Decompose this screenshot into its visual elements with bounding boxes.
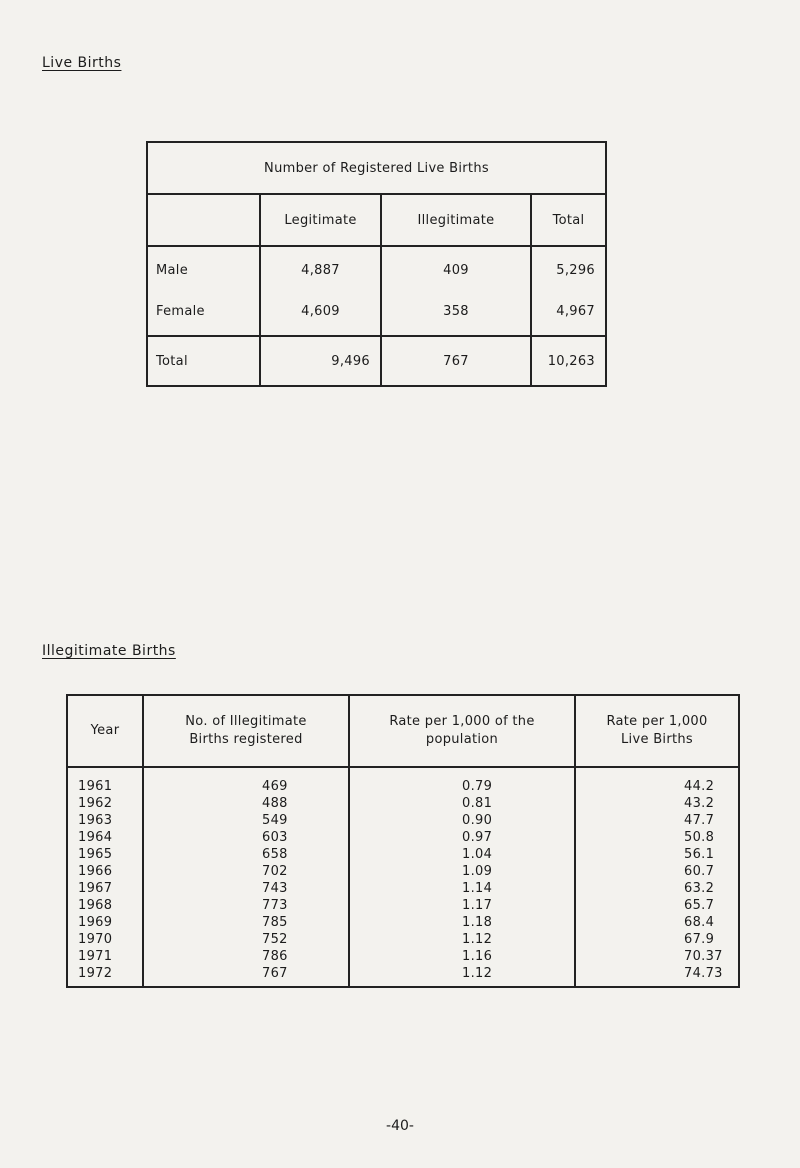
rate-live-births-cell: 63.2	[575, 880, 739, 897]
rate-live-births-cell: 44.2	[575, 767, 739, 795]
rate-live-births-cell: 67.9	[575, 931, 739, 948]
male-legitimate: 4,887	[301, 263, 340, 278]
births-cell: 469	[143, 767, 349, 795]
rate-population-cell: 0.97	[349, 829, 575, 846]
births-cell: 702	[143, 863, 349, 880]
rate-population-cell: 1.14	[349, 880, 575, 897]
registered-live-births-table	[146, 141, 607, 387]
row-label-header	[147, 194, 260, 246]
rate-population-cell: 1.16	[349, 948, 575, 965]
rate-live-births-cell: 47.7	[575, 812, 739, 829]
female-illegitimate: 358	[443, 304, 469, 319]
col-total-header: Total	[531, 194, 606, 246]
births-cell: 752	[143, 931, 349, 948]
year-cell: 1970	[67, 931, 143, 948]
year-cell: 1972	[67, 965, 143, 987]
table-row	[67, 897, 739, 914]
births-cell: 488	[143, 795, 349, 812]
births-cell: 549	[143, 812, 349, 829]
table-row	[67, 880, 739, 897]
illegitimate-births-table	[66, 694, 740, 988]
row-label-male: Male	[156, 263, 188, 278]
live-births-heading: Live Births	[42, 55, 122, 71]
table-title: Number of Registered Live Births	[147, 142, 606, 194]
rate-population-cell: 1.17	[349, 897, 575, 914]
rate-live-births-cell: 68.4	[575, 914, 739, 931]
year-cell: 1968	[67, 897, 143, 914]
page-number: -40-	[386, 1118, 414, 1134]
male-total: 5,296	[556, 263, 595, 278]
col-illegitimate-header: Illegitimate	[381, 194, 531, 246]
births-cell: 603	[143, 829, 349, 846]
legitimate-cell	[260, 246, 381, 336]
table-row	[67, 965, 739, 987]
year-cell: 1962	[67, 795, 143, 812]
table-row	[67, 931, 739, 948]
female-total: 4,967	[556, 304, 595, 319]
rate-population-cell: 1.04	[349, 846, 575, 863]
rate-population-cell: 1.09	[349, 863, 575, 880]
rate-live-births-cell: 74.73	[575, 965, 739, 987]
table-row	[67, 829, 739, 846]
illegitimate-births-rows	[67, 767, 739, 987]
year-cell: 1964	[67, 829, 143, 846]
col-rate-population-header: Rate per 1,000 of the population	[349, 695, 575, 767]
year-cell: 1963	[67, 812, 143, 829]
year-cell: 1971	[67, 948, 143, 965]
table-row	[67, 767, 739, 795]
rate-population-cell: 1.12	[349, 931, 575, 948]
rate-population-cell: 0.90	[349, 812, 575, 829]
births-cell: 743	[143, 880, 349, 897]
col-births-header: No. of Illegitimate Births registered	[143, 695, 349, 767]
illegitimate-cell	[381, 246, 531, 336]
col-rate-live-births-header: Rate per 1,000 Live Births	[575, 695, 739, 767]
year-cell: 1967	[67, 880, 143, 897]
col-legitimate-header: Legitimate	[260, 194, 381, 246]
table-row	[67, 846, 739, 863]
year-cell: 1966	[67, 863, 143, 880]
female-legitimate: 4,609	[301, 304, 340, 319]
births-cell: 773	[143, 897, 349, 914]
sex-labels-cell	[147, 246, 260, 336]
table-row	[67, 914, 739, 931]
male-illegitimate: 409	[443, 263, 469, 278]
rate-live-births-cell: 65.7	[575, 897, 739, 914]
grand-total: 10,263	[531, 336, 606, 386]
table-row	[67, 948, 739, 965]
table-row	[67, 863, 739, 880]
total-legitimate: 9,496	[260, 336, 381, 386]
rate-population-cell: 1.18	[349, 914, 575, 931]
rate-live-births-cell: 60.7	[575, 863, 739, 880]
year-cell: 1961	[67, 767, 143, 795]
year-cell: 1965	[67, 846, 143, 863]
table-row	[67, 795, 739, 812]
births-cell: 767	[143, 965, 349, 987]
rate-live-births-cell: 56.1	[575, 846, 739, 863]
row-label-female: Female	[156, 304, 205, 319]
rate-population-cell: 0.81	[349, 795, 575, 812]
births-cell: 785	[143, 914, 349, 931]
illegitimate-births-heading: Illegitimate Births	[42, 643, 176, 659]
table-row	[67, 812, 739, 829]
rate-population-cell: 1.12	[349, 965, 575, 987]
births-cell: 786	[143, 948, 349, 965]
rate-live-births-cell: 70.37	[575, 948, 739, 965]
births-cell: 658	[143, 846, 349, 863]
rate-population-cell: 0.79	[349, 767, 575, 795]
rate-live-births-cell: 50.8	[575, 829, 739, 846]
total-row-label: Total	[147, 336, 260, 386]
total-cell	[531, 246, 606, 336]
col-year-header: Year	[67, 695, 143, 767]
total-illegitimate: 767	[381, 336, 531, 386]
year-cell: 1969	[67, 914, 143, 931]
rate-live-births-cell: 43.2	[575, 795, 739, 812]
